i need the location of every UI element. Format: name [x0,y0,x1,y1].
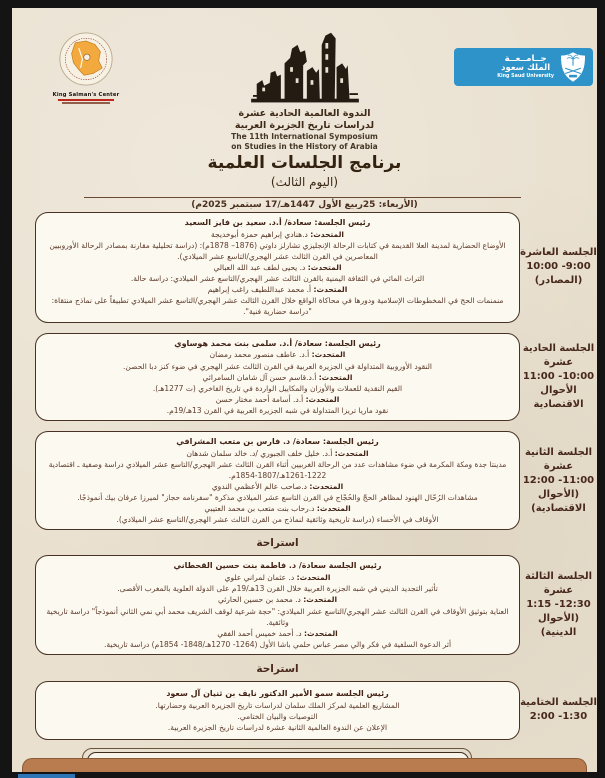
speaker-line [45,503,510,514]
talk-title: الأوقاف في الأحساء (دراسة تاريخية وثائقية لنماذج من القرن الثالث عشر الهجري/التاسع عشر الميلادي). [116,515,439,525]
ruins-emblem-icon [249,30,361,108]
session-time: 9:00- 10:00 [526,261,591,273]
speaker-line [45,349,510,360]
speaker-label: المتحدث: [296,573,331,583]
speaker-line [45,448,510,459]
speaker-label: المتحدث: [307,263,342,273]
salman-center-caption: King Salman's Center [52,92,120,98]
talk-title: الأوضاع الحضارية لمدينة العلا القديمة في كتابات الرحالة الإنجليزي تشارلز داوتي (1876– 1878م): (دراسة تحليلية مقارنة بمصادر الرحالة الأوروبيين المعاصرين في القرن الثالث عشر الهجري/التاسع عشر الميلادي). [49,240,506,262]
session-time: 11:00- 12:00 [522,474,595,486]
closing-line: المشاريع العلمية لمركز الملك سلمان لدراسات تاريخ الجزيرة العربية وحضارتها. [155,700,400,710]
speaker-name: أ.د. عاطف منصور محمد رمضان [209,350,310,360]
session-12-box [35,431,520,530]
speaker-name: أ.د. أسامة أحمد مختار حسن [215,394,304,404]
break-row-1 [12,535,597,551]
break-row-2 [12,661,597,677]
session-chair: رئيس الجلسة سعادة/ د. فاطمة بنت حسين القحطاني [173,561,382,571]
session-12-sidebar [520,431,597,530]
session-10-box [35,212,520,323]
ksu-name-en: King Saud University [497,74,554,80]
speaker-name: أ.د.قاسم حسن آل شامان السامرائي [202,372,317,382]
session-row-13 [12,555,597,654]
talk-title: القيم النقدية للعملات والأوزان والمكاييل الواردة في تاريخ الفاخري (ت 1277هـ). [152,383,403,393]
session-row-10 [12,212,597,323]
session-chair: رئيس الجلسة: سعادة/ أ.د. سعيد بن فايز السعيد [184,218,371,227]
session-label: الجلسة الثالثة عشرة [524,571,593,597]
speaker-label: المتحدث: [316,504,351,514]
session-11-box [35,333,520,421]
session-time: 10:00- 11:00 [522,370,595,382]
header [12,8,597,212]
speaker-line [45,594,510,605]
talk-title: منمنمات الحج في المخطوطات الإسلامية ودورها في محاكاة الواقع خلال القرن الثالث عشر الهجري/التاسع عشر الميلادي تطبيقاً على نماذج منتقاة: "دراسة حضارية فنية". [51,296,504,317]
speaker-name: د.هنادي إبراهيم حمزة أبوخديجة [211,229,308,239]
speaker-line [45,481,510,492]
speaker-line [45,284,510,295]
speaker-name: أ. محمد عبداللطيف راغب إبراهيم [207,285,312,295]
speaker-line [45,572,510,583]
speaker-line [45,394,510,405]
session-time: 12:30- 1:15 [526,599,591,611]
speaker-label: المتحدث: [318,372,353,382]
speaker-name: د.صاحب عالم الأعظمي الندوي [211,482,308,492]
talk-title: النقود الأوروبية المتداولة في الجزيرة العربية في القرن الثالث عشر الهجري في ضوء كنز دبا الحصن. [122,361,433,371]
speaker-label: المتحدث: [309,482,344,492]
speaker-name: د. يحيى لطف عبد الله العبالي [213,263,306,273]
session-theme: (الأحوال الاقتصادية) [531,488,586,514]
talk-title: العناية بتوثيق الأوقاف في القرن الثالث عشر الهجري/التاسع عشر الميلادي: "حجة شرعية لوقف الشريف محمد أبي نمي الثاني أنموذجاً" دراسة تاريخية وثائقية. [46,606,509,627]
talk-title: مدينتا جدة ومكة المكرمة في ضوء مشاهدات عدد من الرحالة الغربيين أثناء القرن الثالث عشر الهجري/التاسع عشر الميلادي دراسة وصفية ـ اقتصادية 1222-1261هـ/1807-1854م. [48,459,507,480]
speaker-name: د. محمد بن حسين الحارثي [217,595,301,605]
closing-session-sidebar [520,681,597,740]
talk-title: أثر الدعوة السلفية في فكر والي مصر عباس حلمي باشا الأول (1264- 1270هـ/1848- 1854م) دراسة تاريخية. [103,639,452,649]
speaker-label: المتحدث: [310,229,344,239]
session-label: الجلسة الثانية عشرة [524,446,593,472]
closing-line: التوصيات والبيان الختامي. [237,711,318,721]
session-label: الجلسة الحادية عشرة [522,342,595,368]
break-label: استراحة [256,662,299,675]
speaker-name: د. عثمان لمراني علوي [224,573,295,583]
talk-title: نقود ماريا تريزا المتداولة في شبه الجزيرة العربية في القرن 13هـ/19م. [166,405,389,415]
session-label: الجلسة الختامية [520,697,597,709]
break-sidebar-spacer [520,535,597,551]
symposium-title-ar-1: الندوة العالمية الحادية عشرة [238,108,371,119]
speaker-label: المتحدث: [303,595,338,605]
symposium-title-en-2: on Studies in the History of Arabia [231,141,378,151]
ksu-name-ar-1: جــامــعــة [504,53,547,64]
program-title: برنامج الجلسات العلمية [207,153,402,174]
session-chair: رئيس الجلسة: سعادة/ أ.د. سلمى بنت محمد هوساوي [174,338,381,348]
session-row-12 [12,431,597,530]
session-time: 1:30- 2:00 [529,711,588,723]
speaker-label: المتحدث: [334,448,369,458]
program-page [12,8,597,772]
speaker-label: المتحدث: [303,628,338,638]
symposium-title-en-1: The 11th International Symposium [231,131,378,141]
sessions-list [12,212,597,772]
header-divider [84,197,521,198]
session-row-11 [12,333,597,421]
speaker-label: المتحدث: [305,394,340,404]
session-chair: رئيس الجلسة: سعادة/ د. فارس بن متعب المشرافي [176,436,379,446]
taskbar-sliver [18,774,75,778]
header-center [12,30,597,189]
talk-title: التراث المائي في الثقافة اليمنية بالقرن الثالث عشر الهجري/التاسع عشر الميلادي: دراسة حالة. [130,274,425,284]
session-chair: رئيس الجلسة سمو الأمير الدكتور نايف بن ثنيان آل سعود [166,688,389,698]
session-13-sidebar [520,555,597,654]
speaker-line [45,372,510,383]
session-11-sidebar [520,333,597,421]
session-10-sidebar [520,212,597,323]
session-13-box [35,555,520,654]
program-date: (الأربعاء: 25ربيع الأول 1447هـ/17 سبتمبر 2025م) [191,200,418,210]
break-sidebar-spacer [520,661,597,677]
program-day: (اليوم الثالث) [270,175,339,190]
speaker-line [45,628,510,639]
session-theme: (المصادر) [534,275,583,287]
talk-title: مشاهدات الرُحّال الهنود لمظاهر الحجّ والحُجّاج في القرن التاسع عشر الميلادي مذكرة "سفرنامه حجاز" لميرزا عرفان بيك أنموذجًا. [77,493,478,503]
speaker-label: المتحدث: [311,350,346,360]
symposium-title-ar-2: لدراسات تاريخ الجزيرة العربية [234,119,375,131]
speaker-label: المتحدث: [313,285,348,295]
session-theme: الأحوال الاقتصادية [533,384,584,410]
speaker-name: د. أحمد خميس أحمد الفقي [217,628,302,638]
closing-line: الإعلان عن الندوة العالمية الثانية عشرة لدراسات تاريخ الجزيرة العربية. [167,722,388,732]
ksu-name-ar-2: الملك سعود [501,62,551,73]
speaker-name: أ.د. خليل خلف الجبوري /د. خالد سلمان شدهان [186,448,333,458]
speaker-name: د.رحاب بنت متعب بن محمد العتيبي [204,504,315,514]
speaker-line [45,262,510,273]
speaker-line [45,229,510,240]
session-row-closing [12,681,597,740]
footer-decoration-bar [22,758,587,772]
session-theme: (الأحوال الدينية) [537,613,580,639]
session-label: الجلسة العاشرة [520,247,597,259]
closing-session-box [35,681,520,740]
break-label: استراحة [256,537,299,550]
talk-title: تأثير التجديد الديني في شبه الجزيرة العربية خلال القرن 13هـ/19م على الدولة العلوية بالمغرب الأقصى. [117,584,438,594]
